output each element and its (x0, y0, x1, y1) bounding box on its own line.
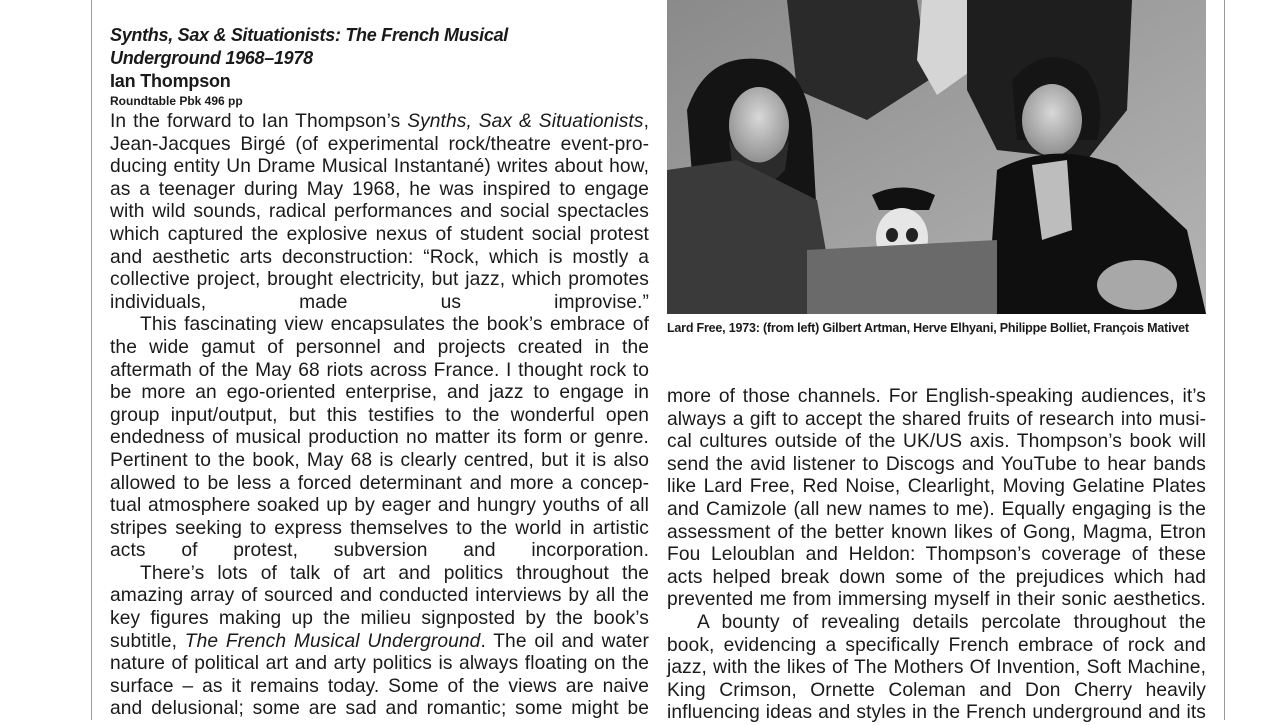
subtitle-inline: The French Musical Underground (184, 630, 481, 652)
publisher-info: Roundtable Pbk 496 pp (110, 94, 243, 108)
paragraph-2: This fascinating view encapsulates the book’s embrace of the wide gamut of personnel and projects created in the aftermath of the May 68 riots across France. I thought rock to be more an ego-oriented enterprise, and jazz to engage in group input/output, but this testifies to the wonderful open endedness of musical production no matter its form or genre. Pertinent to the book, May 68 is clearly centred, but it is also allowed to be less a forced determinant and more a conceptual atmosphere soaked up by eager and hungry youths of all stripes seeking to express themselves to the world in artistic acts of protest, subversion and incorporation. (110, 314, 649, 562)
right-column-rule (1224, 0, 1225, 720)
paragraph-5: A bounty of revealing details percolate throughout the book, evidencing a specifically French embrace of rock and jazz, with the likes of The Mothers Of Invention, Soft Machine, King Crimson, Ornette Coleman and Don Cherry heavily influencing ideas and styles in the French underground and its (667, 611, 1206, 724)
left-column-rule (91, 0, 92, 720)
book-author: Ian Thompson (110, 71, 231, 91)
paragraph-3: There’s lots of talk of art and politics throughout the amazing array of sourced and conducted interviews by all the key figures making up the milieu signposted by the book’s subtitle, The French Musical Underground. The oil and water nature of political art and arty politics is always floating on the surface – as it remains today. Some of the views are naive and delusional; some are sad and romantic; some might be (110, 562, 649, 720)
book-title-inline: Synths, Sax & Situationists (407, 111, 644, 132)
review-body-left (110, 111, 649, 721)
review-body-right (667, 386, 1206, 725)
book-title: Synths, Sax & Situationists: The French Musical Underground 1968–1978 (110, 25, 508, 68)
paragraph-1: In the forward to Ian Thompson’s Synths, Sax & Situationists, Jean-Jacques Birgé (of experimental rock/theatre event-producing entity Un Drame Musical Instantané) writes about how, as a teenager during May 1968, he was inspired to engage with wild sounds, radical performances and social spectacles which captured the explosive nexus of student social protest and aesthetic arts deconstruction: “Rock, which is mostly a collective project, brought electricity, but jazz, which promotes individuals, made us improvise.” (110, 111, 649, 313)
left-column (110, 24, 649, 721)
band-photo (667, 0, 1206, 314)
paragraph-4: more of those channels. For English-speaking audiences, it’s always a gift to accept the shared fruits of research into musical cultures outside of the UK/US axis. Thompson’s book will send the avid listener to Discogs and YouTube to hear bands like Lard Free, Red Noise, Clearlight, Moving Gelatine Plates and Camizole (all new names to me). Equally engaging is the assessment of the better known likes of Gong, Magma, Etron Fou Leloublan and Heldon: Thompson’s coverage of these acts helped break down some of the prejudices which had prevented me from immersing myself in their sonic aesthetics. (667, 386, 1206, 611)
band-photo-image (667, 0, 1206, 314)
photo-caption: Lard Free, 1973: (from left) Gilbert Artman, Herve Elhyani, Philippe Bolliet, François Mativet (667, 321, 1189, 335)
